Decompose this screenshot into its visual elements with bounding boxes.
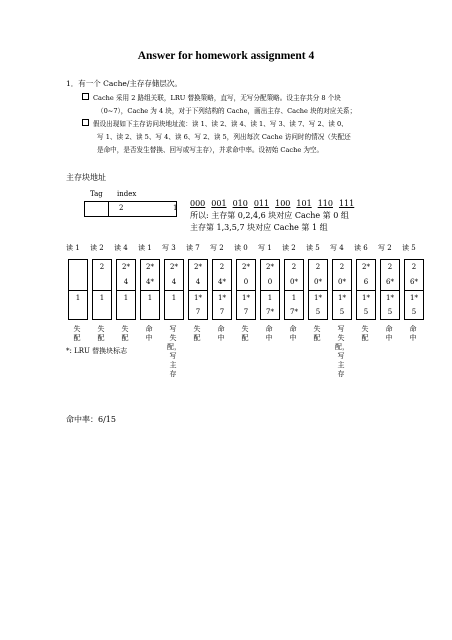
access-result: 命中 bbox=[385, 325, 393, 342]
block-code: 001 bbox=[211, 199, 227, 208]
cache-block-value: 2 bbox=[291, 263, 297, 271]
access-result: 失配 bbox=[121, 325, 129, 342]
cache-block-value: 5 bbox=[363, 308, 369, 316]
address-value: 2 bbox=[119, 204, 124, 212]
cache-block-value: 0* bbox=[314, 278, 322, 286]
checkbox-icon bbox=[82, 93, 89, 100]
cache-block-value: 2 bbox=[411, 263, 417, 271]
cache-block-value: 7 bbox=[243, 308, 249, 316]
cache-block-value: 4* bbox=[218, 278, 226, 286]
access-result: 写失配，写主存 bbox=[167, 325, 181, 378]
cache-block-value: 6 bbox=[363, 278, 369, 286]
access-label: 写 1 bbox=[258, 244, 272, 252]
cache-block-value: 2* bbox=[146, 263, 154, 271]
access-result: 命中 bbox=[409, 325, 417, 342]
cache-block-value: 1 bbox=[147, 294, 153, 302]
cache-block-value: 2 bbox=[387, 263, 393, 271]
cache-block-value: 4 bbox=[171, 278, 177, 286]
cache-block-value: 5 bbox=[411, 308, 417, 316]
cache-block-value: 0* bbox=[338, 278, 346, 286]
cache-block-value: 1 bbox=[123, 294, 129, 302]
access-label: 读 1 bbox=[66, 244, 80, 252]
cache-block-value: 1* bbox=[218, 294, 226, 302]
bullet-text: 假设出现如下主存访问块地址流：读 1、读 2、读 4、读 1、写 3、读 7、写 2、读 0、 bbox=[93, 120, 348, 128]
question-heading: 1．有一个 Cache/主存存储层次。 bbox=[66, 79, 182, 88]
access-label: 读 5 bbox=[306, 244, 320, 252]
cache-block-value: 1* bbox=[410, 294, 418, 302]
cache-block-value: 1 bbox=[99, 294, 105, 302]
access-label: 写 2 bbox=[378, 244, 392, 252]
access-result: 失配 bbox=[361, 325, 369, 342]
cache-block-value: 2 bbox=[219, 263, 225, 271]
checkbox-icon bbox=[82, 119, 89, 126]
bullet-1 bbox=[82, 92, 341, 102]
access-label: 读 2 bbox=[90, 244, 104, 252]
cache-block-value: 0 bbox=[267, 278, 273, 286]
access-label: 读 7 bbox=[186, 244, 200, 252]
cache-block-value: 1* bbox=[362, 294, 370, 302]
page-title: Answer for homework assignment 4 bbox=[137, 50, 315, 62]
cache-block-value: 2 bbox=[339, 263, 345, 271]
block-code: 111 bbox=[338, 199, 355, 208]
mapping-line: 所以: 主存第 0,2,4,6 块对应 Cache 第 0 组 bbox=[190, 211, 349, 220]
cache-block-value: 2* bbox=[242, 263, 250, 271]
access-result: 命中 bbox=[145, 325, 153, 342]
cache-block-value: 2* bbox=[194, 263, 202, 271]
cache-block-value: 1* bbox=[386, 294, 394, 302]
mapping-line: 主存第 1,3,5,7 块对应 Cache 第 1 组 bbox=[190, 223, 328, 232]
block-code: 100 bbox=[275, 199, 291, 208]
access-label: 读 2 bbox=[282, 244, 296, 252]
cache-block-value: 0 bbox=[243, 278, 249, 286]
access-result: 命中 bbox=[217, 325, 225, 342]
bullet-text: Cache 采用 2 路组关联，LRU 替换策略，直写，无写分配策略。设主存共分 8 个块 bbox=[93, 94, 341, 102]
address-field-box bbox=[84, 201, 177, 217]
access-result: 命中 bbox=[289, 325, 297, 342]
block-code: 101 bbox=[296, 199, 312, 208]
cache-block-value: 2 bbox=[315, 263, 321, 271]
cache-block-value: 2* bbox=[266, 263, 274, 271]
access-label: 读 6 bbox=[354, 244, 368, 252]
bullet-2-cont: 是命中，是否发生替换、回写或写主存），并求命中率。设初始 Cache 为空。 bbox=[97, 146, 324, 154]
access-label: 读 1 bbox=[138, 244, 152, 252]
access-result: 失配 bbox=[193, 325, 201, 342]
cache-block-value: 1 bbox=[291, 294, 297, 302]
cache-block-value: 4* bbox=[146, 278, 154, 286]
access-label: 写 3 bbox=[162, 244, 176, 252]
cache-block-value: 1* bbox=[194, 294, 202, 302]
cache-block-value: 7 bbox=[219, 308, 225, 316]
address-value: 1 bbox=[173, 204, 178, 212]
cache-block-value: 1 bbox=[75, 294, 81, 302]
access-label: 读 5 bbox=[402, 244, 416, 252]
access-label: 读 0 bbox=[234, 244, 248, 252]
cache-block-value: 5 bbox=[315, 308, 321, 316]
access-result: 失配 bbox=[241, 325, 249, 342]
cache-block-value: 5 bbox=[387, 308, 393, 316]
block-code: 010 bbox=[232, 199, 248, 208]
cache-block-value: 2* bbox=[122, 263, 130, 271]
hit-rate: 命中率：6/15 bbox=[66, 415, 116, 424]
cache-block-value: 1 bbox=[267, 294, 273, 302]
access-result: 失配 bbox=[313, 325, 321, 342]
cache-block-value: 1 bbox=[171, 294, 177, 302]
cache-block-value: 4 bbox=[123, 278, 129, 286]
cache-block-value: 0* bbox=[290, 278, 298, 286]
cache-block-value: 1* bbox=[338, 294, 346, 302]
access-label: 写 2 bbox=[210, 244, 224, 252]
cache-block-value: 2* bbox=[170, 263, 178, 271]
access-result: 写失配，写主存 bbox=[335, 325, 349, 378]
bullet-1-cont: （0~7），Cache 为 4 块，对于下列结构的 Cache，画出主存、Cache 块的对应关系； bbox=[97, 107, 357, 115]
bullet-2-cont: 写 1、读 2、读 5、写 4、读 6、写 2、读 5，列出每次 Cache 访问时的情况（失配还 bbox=[97, 133, 351, 141]
block-code: 011 bbox=[253, 199, 270, 208]
lru-note: *: LRU 替换块标志 bbox=[66, 347, 128, 355]
section-heading: 主存块地址 bbox=[66, 173, 106, 182]
cache-block-value: 4 bbox=[195, 278, 201, 286]
cache-set-0-cell bbox=[68, 259, 88, 291]
access-label: 写 4 bbox=[330, 244, 344, 252]
cache-block-value: 1* bbox=[314, 294, 322, 302]
cache-block-value: 6* bbox=[386, 278, 394, 286]
cache-block-value: 7* bbox=[290, 308, 298, 316]
access-result: 失配 bbox=[73, 325, 81, 342]
bullet-2 bbox=[82, 118, 348, 128]
block-codes bbox=[190, 199, 360, 208]
tag-label: Tag bbox=[90, 190, 103, 198]
access-label: 读 4 bbox=[114, 244, 128, 252]
block-code: 110 bbox=[317, 199, 333, 208]
divider bbox=[108, 202, 109, 216]
access-result: 命中 bbox=[265, 325, 273, 342]
cache-block-value: 2 bbox=[99, 263, 105, 271]
index-label: index bbox=[117, 190, 137, 198]
access-result: 失配 bbox=[97, 325, 105, 342]
cache-block-value: 5 bbox=[339, 308, 345, 316]
cache-block-value: 1* bbox=[242, 294, 250, 302]
cache-block-value: 6* bbox=[410, 278, 418, 286]
cache-block-value: 7 bbox=[195, 308, 201, 316]
cache-block-value: 7* bbox=[266, 308, 274, 316]
cache-block-value: 2* bbox=[362, 263, 370, 271]
block-code: 000 bbox=[190, 199, 206, 208]
